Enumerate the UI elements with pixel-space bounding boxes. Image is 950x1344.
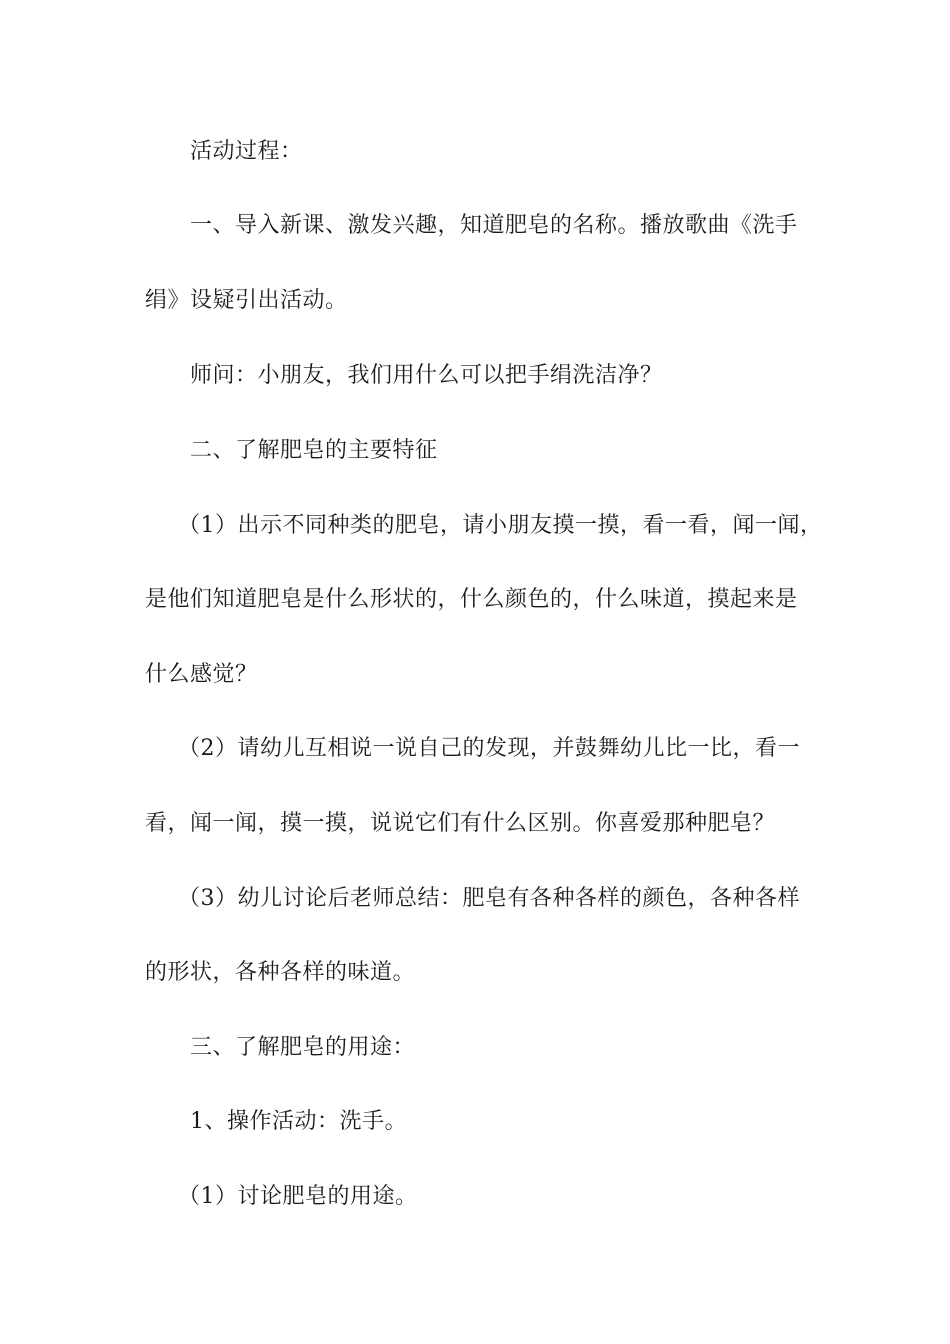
paragraph-line: （2）请幼儿互相说一说自己的发现，并鼓舞幼儿比一比，看一 <box>178 736 800 761</box>
paragraph-line: 什么感觉？ <box>145 662 258 687</box>
paragraph-line: 是他们知道肥皂是什么形状的，什么颜色的，什么味道，摸起来是 <box>145 587 798 612</box>
paragraph-line: （3）幼儿讨论后老师总结：肥皂有各种各样的颜色，各种各样 <box>178 886 800 911</box>
section-heading: 二、了解肥皂的主要特征 <box>190 438 438 463</box>
paragraph-line: （1）出示不同种类的肥皂，请小朋友摸一摸，看一看，闻一闻， <box>178 513 823 538</box>
paragraph-line: 的形状，各种各样的味道。 <box>145 960 416 985</box>
paragraph-line: 活动过程： <box>190 139 303 164</box>
paragraph-line: 师问：小朋友，我们用什么可以把手绢洗洁净？ <box>190 363 663 388</box>
section-heading: 三、了解肥皂的用途： <box>190 1035 416 1060</box>
paragraph-line: 一、导入新课、激发兴趣，知道肥皂的名称。播放歌曲《洗手 <box>190 213 798 238</box>
paragraph-line: （1）讨论肥皂的用途。 <box>178 1184 418 1209</box>
paragraph-line: 1、操作活动：洗手。 <box>190 1109 407 1134</box>
paragraph-line: 绢》设疑引出活动。 <box>145 288 348 313</box>
paragraph-line: 看，闻一闻，摸一摸，说说它们有什么区别。你喜爱那种肥皂？ <box>145 811 776 836</box>
